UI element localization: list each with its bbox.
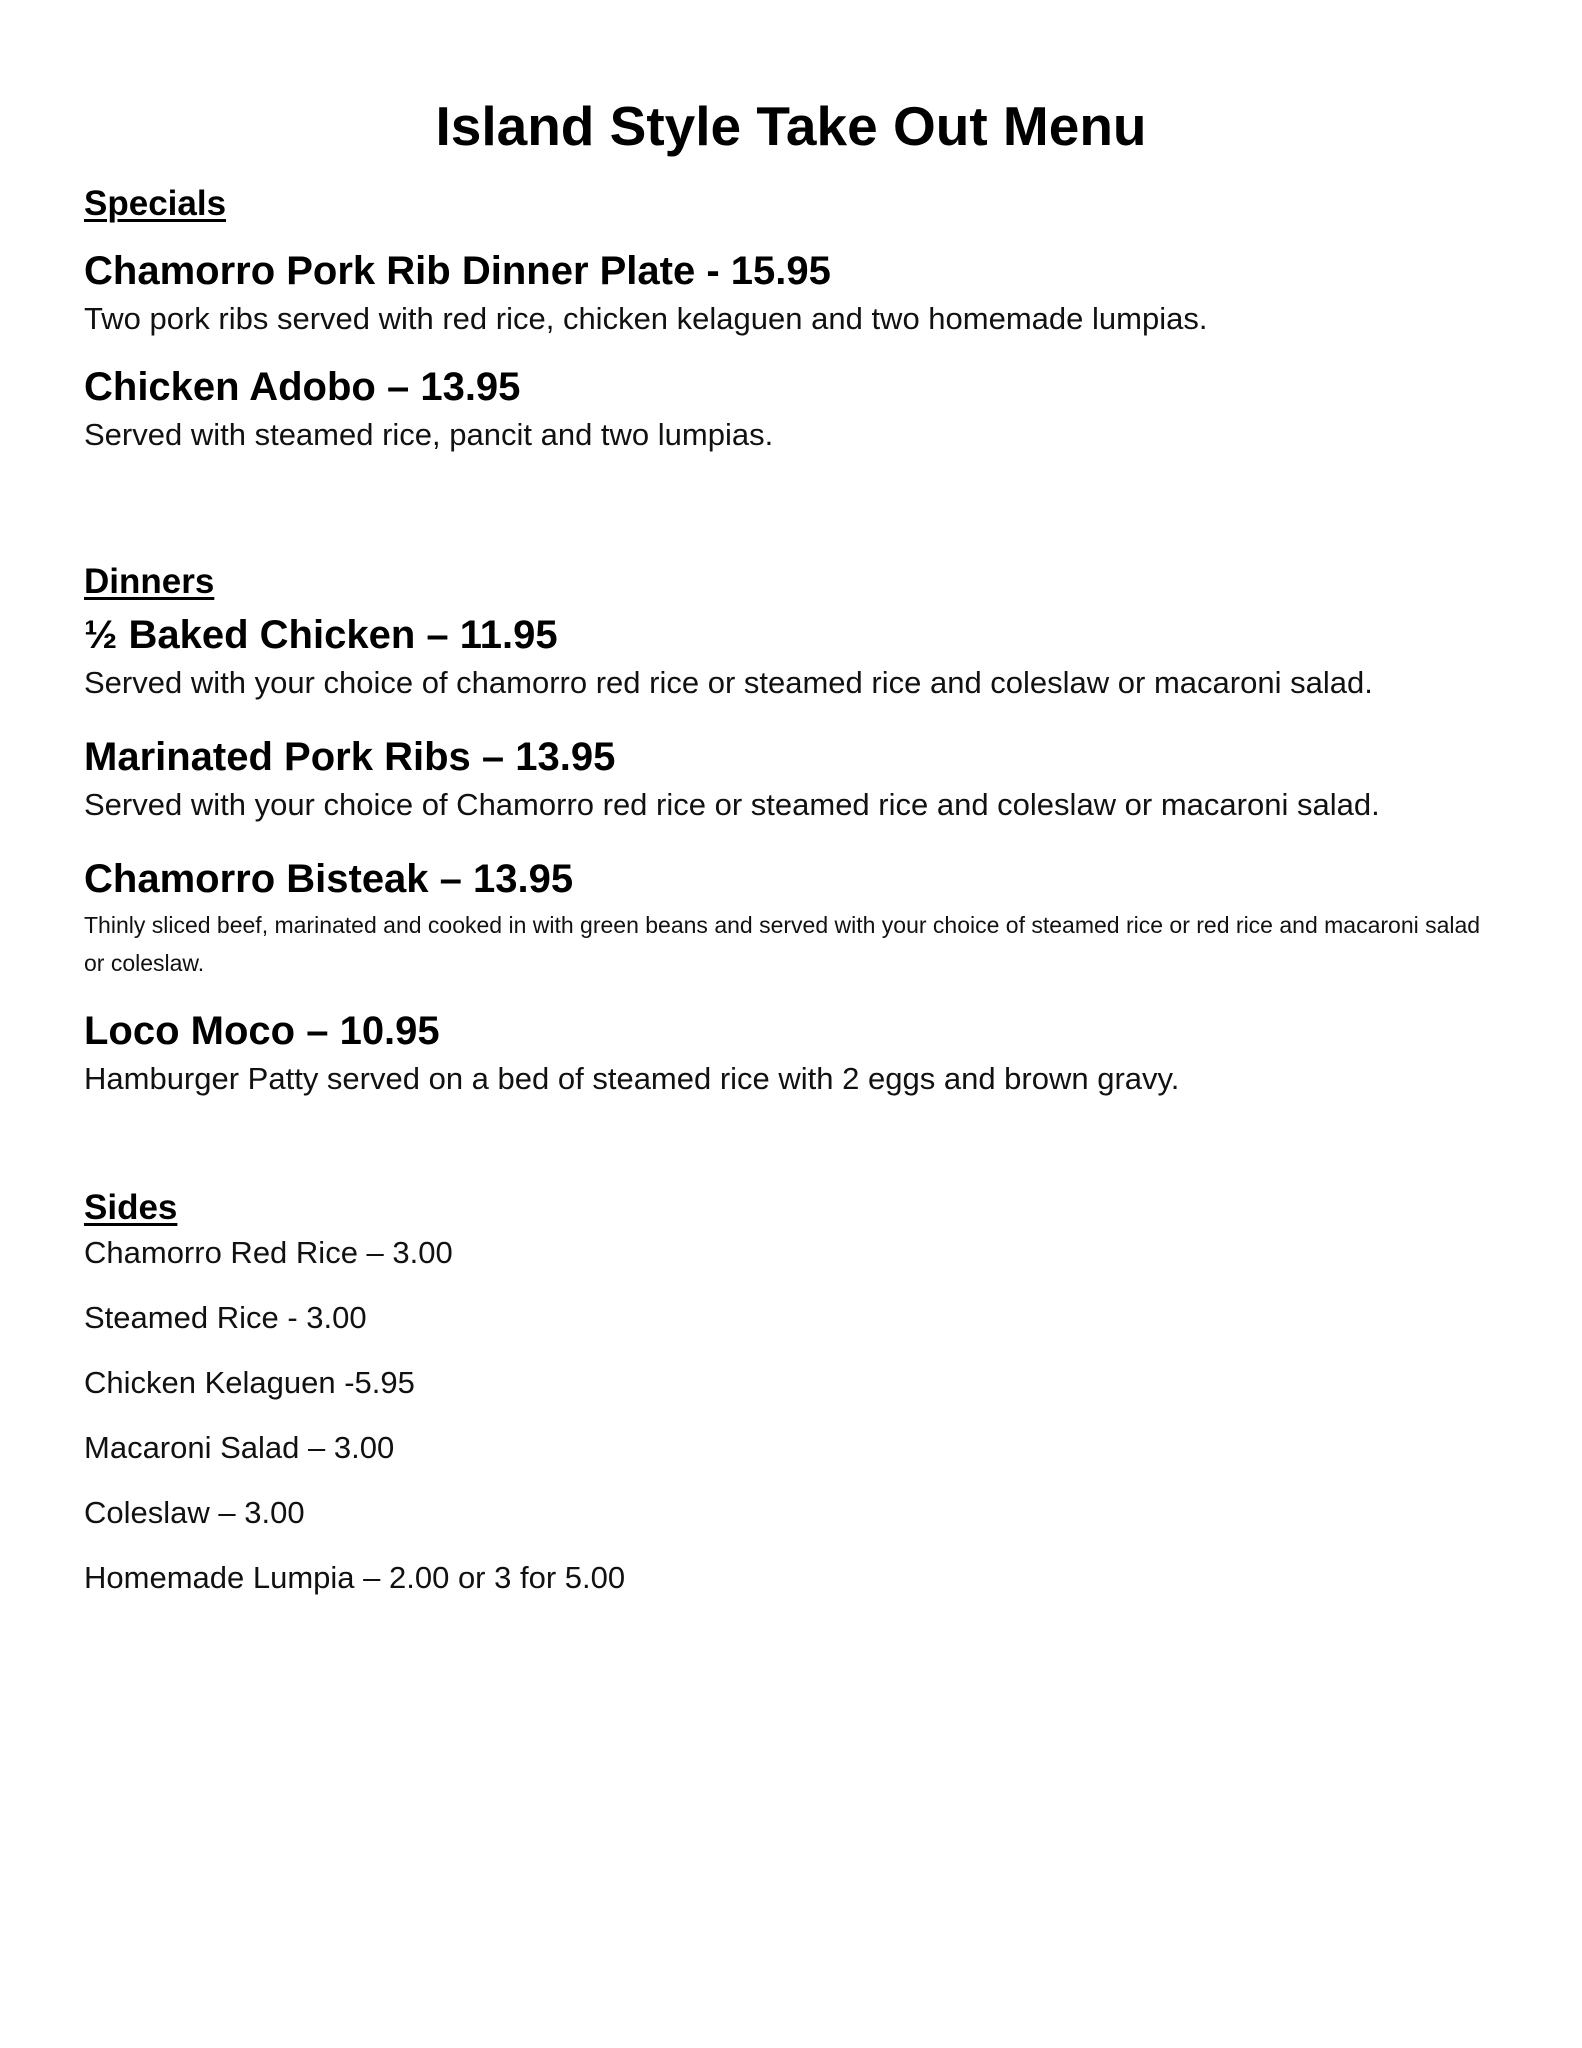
- menu-item-name: Marinated Pork Ribs – 13.95: [84, 735, 616, 779]
- dinners-heading: Dinners: [84, 562, 215, 601]
- menu-item-description: Served with your choice of Chamorro red rice or steamed rice and coleslaw or macaroni salad.: [84, 787, 1380, 822]
- menu-item-name: ½ Baked Chicken – 11.95: [84, 613, 558, 657]
- side-item: Homemade Lumpia – 2.00 or 3 for 5.00: [84, 1560, 626, 1595]
- menu-item-description: Thinly sliced beef, marinated and cooked in with green beans and served with your choice of steamed rice or red rice and macaroni salad or coleslaw.: [84, 912, 1481, 976]
- sides-section: [84, 1184, 1498, 1599]
- menu-item-loco-moco: [84, 1004, 1498, 1100]
- page-title: Island Style Take Out Menu: [435, 95, 1147, 157]
- menu-item-marinated-pork-ribs: [84, 730, 1498, 826]
- menu-item-pork-rib-plate: [84, 244, 1498, 340]
- menu-item-description: Served with steamed rice, pancit and two lumpias.: [84, 417, 774, 452]
- specials-section: [84, 180, 1498, 456]
- menu-item-name: Loco Moco – 10.95: [84, 1009, 440, 1053]
- menu-item-description: Hamburger Patty served on a bed of steamed rice with 2 eggs and brown gravy.: [84, 1061, 1180, 1096]
- menu-item-description: Served with your choice of chamorro red rice or steamed rice and coleslaw or macaroni salad.: [84, 665, 1373, 700]
- sides-heading: Sides: [84, 1188, 178, 1227]
- side-item: Coleslaw – 3.00: [84, 1495, 305, 1530]
- menu-item-name: Chamorro Bisteak – 13.95: [84, 857, 574, 901]
- side-item: Macaroni Salad – 3.00: [84, 1430, 395, 1465]
- menu-item-name: Chicken Adobo – 13.95: [84, 365, 521, 409]
- menu-item-name: Chamorro Pork Rib Dinner Plate - 15.95: [84, 249, 831, 293]
- dinners-section: [84, 558, 1498, 1100]
- side-item: Chamorro Red Rice – 3.00: [84, 1235, 453, 1270]
- side-item: Steamed Rice - 3.00: [84, 1300, 367, 1335]
- menu-item-chamorro-bisteak: [84, 852, 1498, 982]
- side-item: Chicken Kelaguen -5.95: [84, 1365, 415, 1400]
- menu-item-baked-chicken: [84, 608, 1498, 704]
- specials-heading: Specials: [84, 184, 227, 223]
- menu-item-description: Two pork ribs served with red rice, chicken kelaguen and two homemade lumpias.: [84, 301, 1208, 336]
- menu-item-chicken-adobo: [84, 360, 1498, 456]
